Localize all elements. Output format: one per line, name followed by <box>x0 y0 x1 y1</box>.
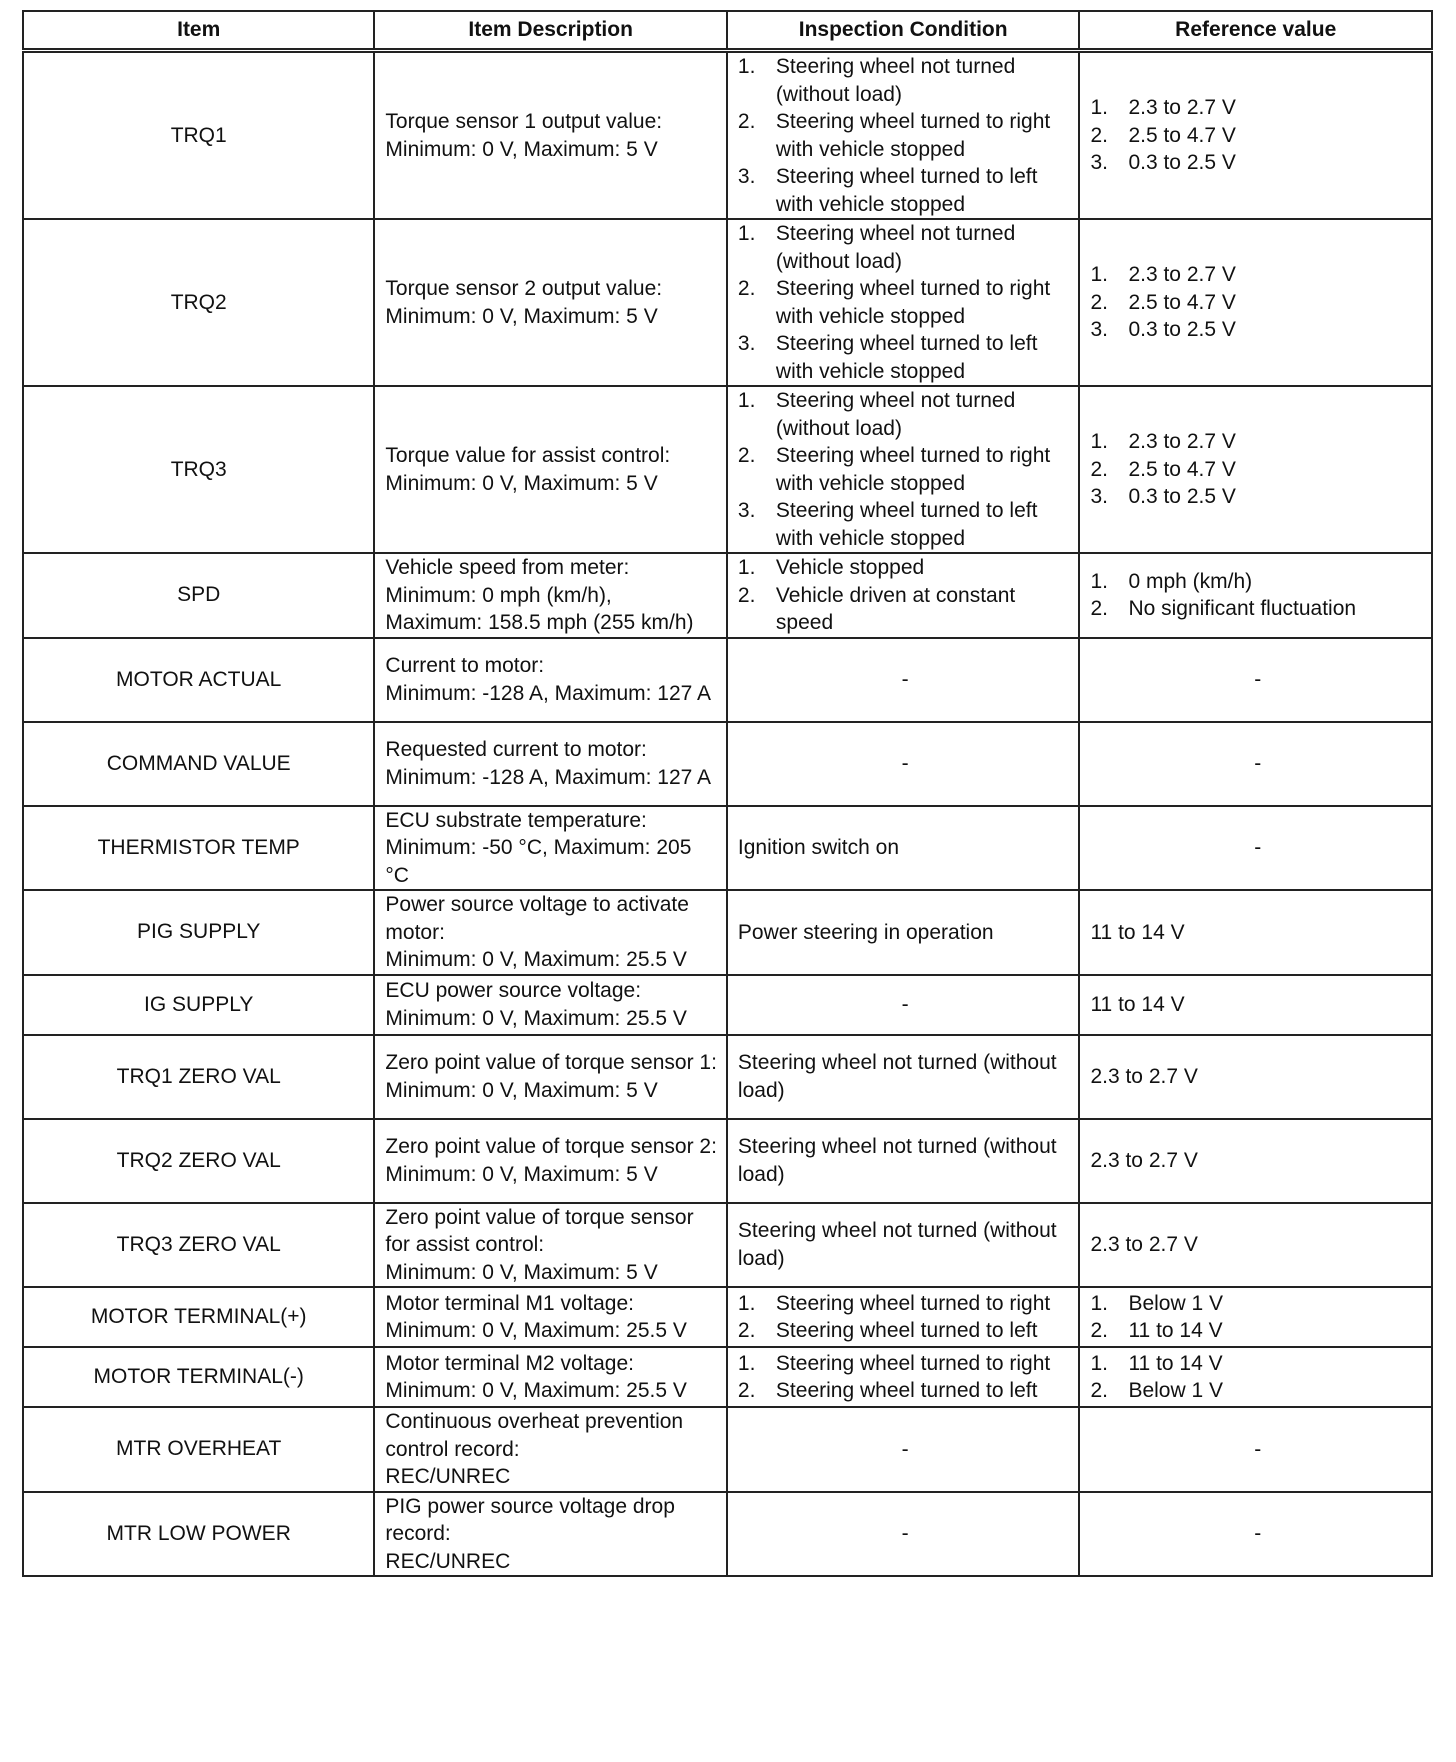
list-number: 2. <box>737 277 756 300</box>
table-row <box>23 1119 1432 1203</box>
list-number: 1. <box>737 55 756 78</box>
reference-list-item <box>1090 289 1425 317</box>
list-number: 2. <box>1090 1319 1108 1342</box>
description-line: Motor terminal M1 voltage: <box>385 1291 635 1315</box>
condition-text: Steering wheel turned to right <box>775 1291 1051 1315</box>
condition-text: Steering wheel turned to left with vehicle stopped <box>775 499 1038 550</box>
condition-text: Steering wheel turned to left <box>775 1319 1038 1342</box>
condition-list-item <box>738 1350 1073 1378</box>
list-number: 2. <box>737 110 756 133</box>
condition-text: Steering wheel turned to right <box>775 1351 1051 1375</box>
description-line: Minimum: 0 V, Maximum: 25.5 V <box>385 1379 687 1402</box>
description-line: Minimum: 0 V, Maximum: 25.5 V <box>385 1006 687 1030</box>
reference-text: 0.3 to 2.5 V <box>1128 318 1236 342</box>
cell-item-description <box>374 890 727 975</box>
list-number: 3. <box>737 165 756 188</box>
description-line: REC/UNREC <box>385 1465 511 1488</box>
cell-reference-value: 11 to 14 V <box>1079 975 1432 1035</box>
cell-inspection-condition <box>727 1347 1080 1407</box>
table-row <box>23 975 1432 1035</box>
header-item-description: Item Description <box>374 11 727 51</box>
list-number: 1. <box>1090 430 1108 454</box>
cell-item: TRQ2 ZERO VAL <box>23 1119 374 1203</box>
table-row <box>23 219 1432 386</box>
cell-item-description <box>374 1407 727 1492</box>
reference-text: No significant fluctuation <box>1128 597 1357 621</box>
description-line: ECU power source voltage: <box>385 979 642 1002</box>
description-line: Power source voltage to activate motor: <box>385 893 689 944</box>
list-number: 2. <box>737 444 756 467</box>
cell-inspection-condition: - <box>727 1407 1080 1492</box>
reference-list-item <box>1090 261 1425 289</box>
condition-text: Steering wheel turned to left with vehicle stopped <box>775 165 1038 216</box>
cell-inspection-condition: - <box>727 1492 1080 1577</box>
cell-inspection-condition: - <box>727 638 1080 722</box>
cell-reference-value <box>1079 386 1432 553</box>
condition-text: Steering wheel not turned (without load) <box>775 389 1016 440</box>
cell-item-description <box>374 553 727 638</box>
table-row <box>23 1203 1432 1288</box>
description-line: Minimum: 0 V, Maximum: 5 V <box>385 1260 658 1284</box>
cell-item: TRQ2 <box>23 219 374 386</box>
table-row <box>23 1287 1432 1347</box>
cell-reference-value: - <box>1079 1492 1432 1577</box>
cell-item-description <box>374 638 727 722</box>
header-reference-value: Reference value <box>1079 11 1432 51</box>
list-number: 3. <box>1090 151 1108 175</box>
cell-reference-value: 11 to 14 V <box>1079 890 1432 975</box>
cell-reference-value: 2.3 to 2.7 V <box>1079 1119 1432 1203</box>
list-number: 1. <box>1090 1351 1108 1375</box>
cell-reference-value: 2.3 to 2.7 V <box>1079 1203 1432 1288</box>
condition-list-item <box>738 554 1073 582</box>
header-item: Item <box>23 11 374 51</box>
description-line: Minimum: 0 V, Maximum: 25.5 V <box>385 948 687 971</box>
description-line: Zero point value of torque sensor for assist control: <box>385 1205 694 1256</box>
cell-reference-value <box>1079 51 1432 220</box>
reference-text: 0.3 to 2.5 V <box>1128 485 1236 509</box>
description-line: PIG power source voltage drop record: <box>385 1494 675 1545</box>
reference-text: 2.3 to 2.7 V <box>1128 430 1236 454</box>
reference-list-item <box>1090 595 1425 623</box>
reference-list <box>1090 94 1425 177</box>
description-line: Motor terminal M2 voltage: <box>385 1351 635 1375</box>
condition-list-item <box>738 330 1073 385</box>
cell-item-description <box>374 219 727 386</box>
description-line: Zero point value of torque sensor 1: <box>385 1051 717 1074</box>
list-number: 2. <box>1090 597 1108 621</box>
condition-list <box>738 1350 1073 1405</box>
table-row <box>23 806 1432 891</box>
list-number: 1. <box>1090 569 1108 593</box>
reference-list-item <box>1090 94 1425 122</box>
cell-item-description <box>374 975 727 1035</box>
cell-item: THERMISTOR TEMP <box>23 806 374 891</box>
list-number: 3. <box>737 499 756 522</box>
cell-item-description <box>374 386 727 553</box>
cell-item-description <box>374 1119 727 1203</box>
table-row <box>23 553 1432 638</box>
table-row <box>23 1035 1432 1119</box>
description-line: ECU substrate temperature: <box>385 808 647 832</box>
cell-inspection-condition: Steering wheel not turned (without load) <box>727 1035 1080 1119</box>
condition-list-item <box>738 220 1073 275</box>
condition-list-item <box>738 1290 1073 1318</box>
description-line: Minimum: 0 V, Maximum: 5 V <box>385 1078 658 1102</box>
cell-item-description <box>374 1203 727 1288</box>
reference-list <box>1090 568 1425 623</box>
condition-text: Steering wheel turned to left <box>775 1379 1038 1402</box>
condition-list-item <box>738 163 1073 218</box>
condition-list-item <box>738 1317 1073 1345</box>
reference-text: 11 to 14 V <box>1128 1351 1223 1375</box>
reference-list-item <box>1090 316 1425 344</box>
cell-reference-value: - <box>1079 806 1432 891</box>
cell-reference-value: - <box>1079 1407 1432 1492</box>
cell-item-description <box>374 51 727 220</box>
cell-item: IG SUPPLY <box>23 975 374 1035</box>
condition-text: Vehicle driven at constant speed <box>775 583 1016 634</box>
description-line: Minimum: 0 V, Maximum: 5 V <box>385 471 658 495</box>
list-number: 1. <box>1090 263 1108 287</box>
table-row <box>23 890 1432 975</box>
list-number: 1. <box>737 222 756 245</box>
list-number: 2. <box>737 1379 756 1402</box>
description-line: Torque sensor 2 output value: <box>385 277 663 300</box>
reference-text: 2.3 to 2.7 V <box>1128 96 1236 120</box>
list-number: 2. <box>1090 290 1108 314</box>
description-line: Minimum: 0 mph (km/h), <box>385 583 612 607</box>
description-line: Torque sensor 1 output value: <box>385 110 663 133</box>
cell-reference-value <box>1079 1347 1432 1407</box>
list-number: 1. <box>737 1291 756 1315</box>
description-line: REC/UNREC <box>385 1549 511 1573</box>
cell-item: PIG SUPPLY <box>23 890 374 975</box>
condition-list <box>738 387 1073 552</box>
cell-item: SPD <box>23 553 374 638</box>
list-number: 2. <box>1090 457 1108 481</box>
table-row <box>23 1492 1432 1577</box>
description-line: Minimum: 0 V, Maximum: 5 V <box>385 137 658 161</box>
cell-inspection-condition: Power steering in operation <box>727 890 1080 975</box>
cell-item: TRQ3 <box>23 386 374 553</box>
list-number: 1. <box>1090 1291 1108 1315</box>
description-line: Requested current to motor: <box>385 738 647 761</box>
reference-text: Below 1 V <box>1128 1291 1223 1315</box>
list-number: 3. <box>1090 318 1108 342</box>
cell-inspection-condition: Ignition switch on <box>727 806 1080 891</box>
condition-text: Steering wheel turned to left with vehicle stopped <box>775 332 1038 383</box>
list-number: 2. <box>737 1319 756 1342</box>
condition-list-item <box>738 1377 1073 1405</box>
cell-reference-value: - <box>1079 638 1432 722</box>
condition-list <box>738 554 1073 637</box>
list-number: 1. <box>737 389 756 412</box>
reference-text: 0.3 to 2.5 V <box>1128 151 1236 175</box>
reference-list-item <box>1090 149 1425 177</box>
description-line: Maximum: 158.5 mph (255 km/h) <box>385 611 694 634</box>
description-line: Minimum: -128 A, Maximum: 127 A <box>385 765 712 789</box>
reference-list <box>1090 261 1425 344</box>
reference-list <box>1090 1350 1425 1405</box>
reference-text: 2.5 to 4.7 V <box>1128 290 1236 314</box>
condition-list <box>738 220 1073 385</box>
description-line: Zero point value of torque sensor 2: <box>385 1135 717 1158</box>
condition-list-item <box>738 442 1073 497</box>
cell-reference-value: 2.3 to 2.7 V <box>1079 1035 1432 1119</box>
condition-text: Steering wheel not turned (without load) <box>775 55 1016 106</box>
cell-inspection-condition <box>727 219 1080 386</box>
cell-item: TRQ1 <box>23 51 374 220</box>
table-row <box>23 638 1432 722</box>
reference-text: 2.5 to 4.7 V <box>1128 457 1236 481</box>
table-row <box>23 51 1432 220</box>
description-line: Current to motor: <box>385 654 545 677</box>
cell-item: MTR OVERHEAT <box>23 1407 374 1492</box>
table-row <box>23 1347 1432 1407</box>
reference-list-item <box>1090 428 1425 456</box>
cell-reference-value <box>1079 219 1432 386</box>
description-line: Minimum: 0 V, Maximum: 5 V <box>385 304 658 328</box>
condition-list <box>738 1290 1073 1345</box>
cell-item-description <box>374 722 727 806</box>
reference-text: Below 1 V <box>1128 1379 1223 1402</box>
cell-item-description <box>374 1492 727 1577</box>
header-row <box>23 11 1432 51</box>
table-row <box>23 1407 1432 1492</box>
condition-list-item <box>738 582 1073 637</box>
list-number: 3. <box>737 332 756 355</box>
reference-text: 0 mph (km/h) <box>1128 569 1253 593</box>
description-line: Minimum: -128 A, Maximum: 127 A <box>385 681 712 705</box>
condition-list-item <box>738 275 1073 330</box>
condition-text: Steering wheel turned to right with vehicle stopped <box>775 110 1051 161</box>
cell-inspection-condition <box>727 51 1080 220</box>
cell-inspection-condition: Steering wheel not turned (without load) <box>727 1119 1080 1203</box>
header-inspection-condition: Inspection Condition <box>727 11 1080 51</box>
reference-text: 2.3 to 2.7 V <box>1128 263 1236 287</box>
list-number: 3. <box>1090 485 1108 509</box>
cell-reference-value: - <box>1079 722 1432 806</box>
cell-inspection-condition: Steering wheel not turned (without load) <box>727 1203 1080 1288</box>
data-monitor-table <box>22 10 1433 1577</box>
reference-list-item <box>1090 483 1425 511</box>
list-number: 1. <box>737 556 756 579</box>
cell-inspection-condition <box>727 386 1080 553</box>
reference-list-item <box>1090 456 1425 484</box>
table-row <box>23 386 1432 553</box>
list-number: 2. <box>1090 123 1108 147</box>
cell-reference-value <box>1079 553 1432 638</box>
cell-item-description <box>374 1347 727 1407</box>
cell-inspection-condition: - <box>727 722 1080 806</box>
cell-inspection-condition: - <box>727 975 1080 1035</box>
condition-list <box>738 53 1073 218</box>
reference-text: 11 to 14 V <box>1128 1319 1223 1342</box>
cell-item: TRQ1 ZERO VAL <box>23 1035 374 1119</box>
condition-text: Steering wheel turned to right with vehicle stopped <box>775 444 1051 495</box>
condition-list-item <box>738 108 1073 163</box>
reference-list-item <box>1090 1317 1425 1345</box>
cell-item: COMMAND VALUE <box>23 722 374 806</box>
condition-text: Vehicle stopped <box>775 556 925 579</box>
condition-list-item <box>738 387 1073 442</box>
cell-item-description <box>374 1035 727 1119</box>
cell-inspection-condition <box>727 1287 1080 1347</box>
reference-list-item <box>1090 568 1425 596</box>
reference-list-item <box>1090 1350 1425 1378</box>
list-number: 1. <box>737 1351 756 1375</box>
description-line: Minimum: 0 V, Maximum: 5 V <box>385 1162 658 1186</box>
cell-reference-value <box>1079 1287 1432 1347</box>
cell-item-description <box>374 1287 727 1347</box>
reference-list <box>1090 428 1425 511</box>
condition-text: Steering wheel not turned (without load) <box>775 222 1016 273</box>
cell-item: TRQ3 ZERO VAL <box>23 1203 374 1288</box>
cell-item: MOTOR ACTUAL <box>23 638 374 722</box>
list-number: 2. <box>1090 1379 1108 1402</box>
reference-list <box>1090 1290 1425 1345</box>
description-line: Minimum: 0 V, Maximum: 25.5 V <box>385 1319 687 1342</box>
description-line: Continuous overheat prevention control record: <box>385 1410 684 1461</box>
description-line: Minimum: -50 °C, Maximum: 205 °C <box>385 836 692 887</box>
cell-inspection-condition <box>727 553 1080 638</box>
reference-list-item <box>1090 1290 1425 1318</box>
condition-list-item <box>738 497 1073 552</box>
description-line: Torque value for assist control: <box>385 444 671 467</box>
list-number: 1. <box>1090 96 1108 120</box>
reference-list-item <box>1090 1377 1425 1405</box>
condition-text: Steering wheel turned to right with vehicle stopped <box>775 277 1051 328</box>
cell-item: MTR LOW POWER <box>23 1492 374 1577</box>
list-number: 2. <box>737 583 756 607</box>
cell-item: MOTOR TERMINAL(-) <box>23 1347 374 1407</box>
description-line: Vehicle speed from meter: <box>385 556 630 579</box>
cell-item: MOTOR TERMINAL(+) <box>23 1287 374 1347</box>
condition-list-item <box>738 53 1073 108</box>
reference-text: 2.5 to 4.7 V <box>1128 123 1236 147</box>
reference-list-item <box>1090 122 1425 150</box>
table-row <box>23 722 1432 806</box>
cell-item-description <box>374 806 727 891</box>
